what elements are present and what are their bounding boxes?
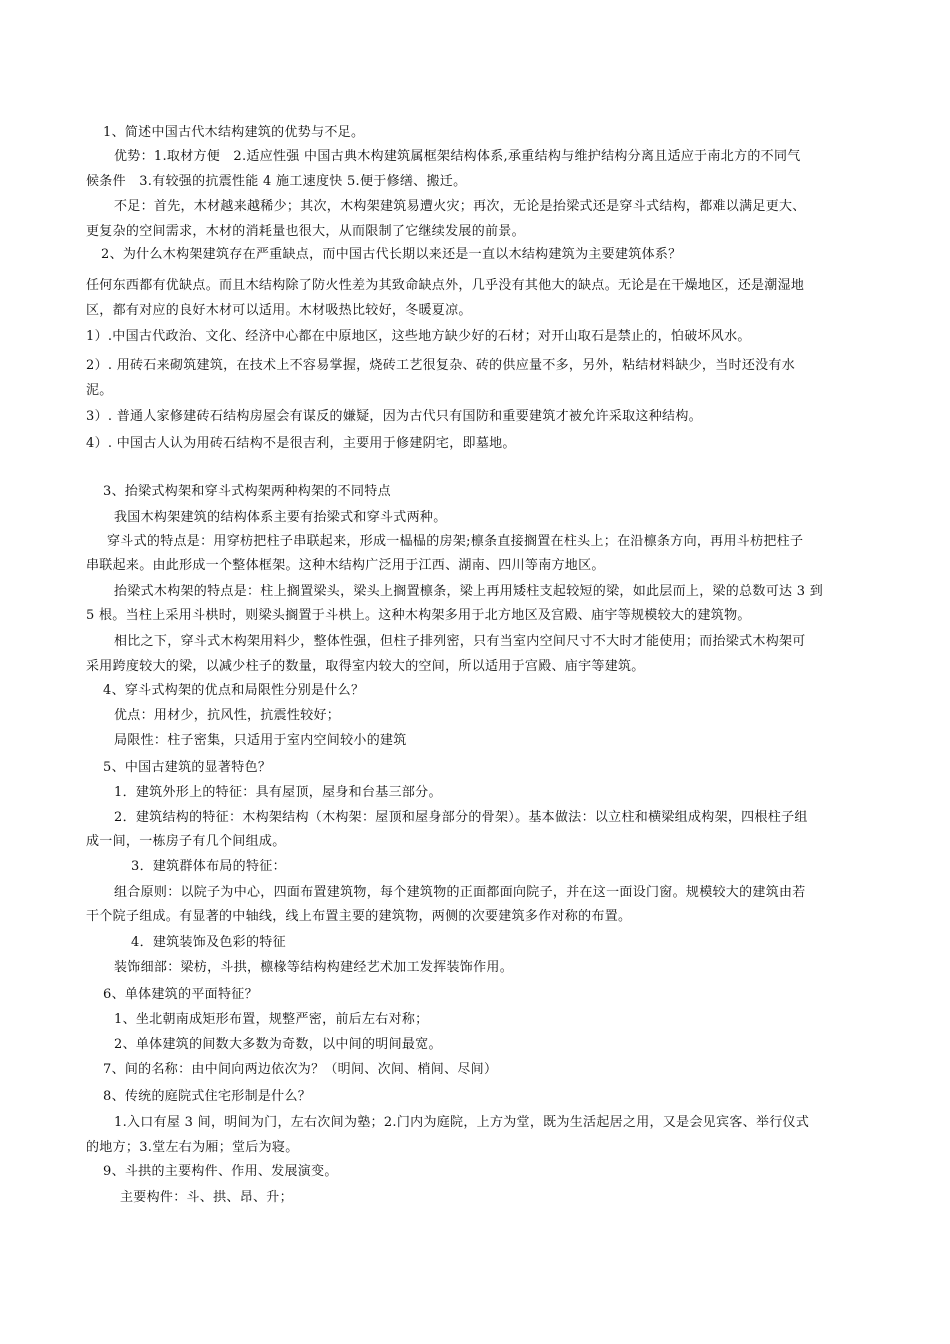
q1-disadvantages-line-2: 更复杂的空间需求，木材的消耗量也很大，从而限制了它继续发展的前景。: [86, 224, 525, 239]
q3-comparison-line-2: 采用跨度较大的梁，以减少柱子的数量，取得室内较大的空间，所以适用于宫殿、庙宇等建筑。: [86, 659, 645, 674]
q2-reason-1: 1）.中国古代政治、文化、经济中心都在中原地区，这些地方缺少好的石材；对开山取石是禁止的，怕破坏风水。: [86, 329, 751, 344]
q2-heading: 2、为什么木构架建筑存在严重缺点，而中国古代长期以来还是一直以木结构建筑为主要建筑体系？: [101, 247, 682, 262]
q1-advantages-line-2: 候条件 3.有较强的抗震性能 4 施工速度快 5.便于修缮、搬迁。: [86, 174, 467, 189]
q5-item-4-detail: 装饰细部：梁枋，斗拱，檩椽等结构构建经艺术加工发挥装饰作用。: [114, 960, 514, 975]
q5-item-3-detail-line-2: 干个院子组成。有显著的中轴线，线上布置主要的建筑物，两侧的次要建筑多作对称的布置。: [86, 909, 632, 924]
q3-tailiang-line-2: 5 根。当柱上采用斗栱时，则梁头搁置于斗栱上。这种木构架多用于北方地区及宫殿、庙宇等规模较大的建筑物。: [86, 608, 751, 623]
q3-tailiang-line-1: 抬梁式木构架的特点是：柱上搁置梁头，梁头上搁置檩条，梁上再用矮柱支起较短的梁，如此层而上，梁的总数可达 3 到: [114, 584, 824, 599]
q8-heading: 8、传统的庭院式住宅形制是什么？: [103, 1089, 312, 1104]
q4-heading: 4、穿斗式构架的优点和局限性分别是什么？: [103, 683, 365, 698]
q2-reason-3: 3）. 普通人家修建砖石结构房屋会有谋反的嫌疑，因为古代只有国防和重要建筑才被允许采取这种结构。: [86, 409, 702, 424]
q5-item-3-detail-line-1: 组合原则：以院子为中心，四面布置建筑物，每个建筑物的正面都面向院子，并在这一面设门窗。规模较大的建筑由若: [114, 885, 806, 900]
q4-limitations: 局限性：柱子密集，只适用于室内空间较小的建筑: [114, 733, 407, 748]
q3-intro: 我国木构架建筑的结构体系主要有抬梁式和穿斗式两种。: [114, 510, 447, 525]
q2-answer-line-2: 区，都有对应的良好木材可以适用。木材吸热比较好，冬暖夏凉。: [86, 303, 472, 318]
q6-heading: 6、单体建筑的平面特征？: [103, 987, 258, 1002]
q3-chuandou-line-1: 穿斗式的特点是：用穿枋把柱子串联起来，形成一榀榀的房架;檩条直接搁置在柱头上；在沿檩条方向，再用斗枋把柱子: [107, 534, 804, 549]
q5-item-2-line-1: 2．建筑结构的特征：木构架结构（木构架：屋顶和屋身部分的骨架）。基本做法：以立柱和横梁组成构架，四根柱子组: [114, 810, 808, 825]
q8-answer-line-2: 的地方；3.堂左右为厢；堂后为寝。: [86, 1140, 299, 1155]
q6-item-2: 2、单体建筑的间数大多数为奇数，以中间的明间最宽。: [114, 1037, 442, 1052]
q3-chuandou-line-2: 串联起来。由此形成一个整体框架。这种木结构广泛用于江西、湖南、四川等南方地区。: [86, 558, 605, 573]
q9-components: 主要构件：斗、拱、昂、升；: [120, 1190, 293, 1205]
q3-comparison-line-1: 相比之下，穿斗式木构架用料少，整体性强，但柱子排列密，只有当室内空间尺寸不大时才能使用；而抬梁式木构架可: [114, 634, 806, 649]
q7-heading: 7、间的名称：由中间向两边依次为？（明间、次间、梢间、尽间）: [103, 1062, 498, 1077]
q6-item-1: 1、坐北朝南成矩形布置，规整严密，前后左右对称；: [114, 1012, 429, 1027]
q1-heading: 1、简述中国古代木结构建筑的优势与不足。: [103, 125, 365, 140]
q1-advantages-line-1: 优势：1.取材方便 2.适应性强 中国古典木构建筑属框架结构体系,承重结构与维护结构分离且适应于南北方的不同气: [114, 149, 801, 164]
q3-heading: 3、抬梁式构架和穿斗式构架两种构架的不同特点: [103, 484, 391, 499]
q9-heading: 9、斗拱的主要构件、作用、发展演变。: [103, 1164, 338, 1179]
q8-answer-line-1: 1.入口有屋 3 间，明间为门，左右次间为塾；2.门内为庭院，上方为堂，既为生活起居之用，又是会见宾客、举行仪式: [114, 1115, 810, 1130]
q2-reason-2-line-1: 2）. 用砖石来砌筑建筑，在技术上不容易掌握，烧砖工艺很复杂、砖的供应量不多，另外，粘结材料缺少，当时还没有水: [86, 358, 796, 373]
q5-item-4: 4．建筑装饰及色彩的特征: [131, 935, 286, 950]
q5-heading: 5、中国古建筑的显著特色？: [103, 760, 272, 775]
q1-disadvantages-line-1: 不足：首先，木材越来越稀少；其次，木构架建筑易遭火灾；再次，无论是抬梁式还是穿斗式结构，都难以满足更大、: [114, 199, 806, 214]
q4-advantages: 优点：用材少，抗风性，抗震性较好；: [114, 708, 341, 723]
q2-reason-2-line-2: 泥。: [86, 383, 113, 398]
q5-item-1: 1．建筑外形上的特征：具有屋顶，屋身和台基三部分。: [114, 785, 442, 800]
q5-item-3: 3．建筑群体布局的特征：: [131, 859, 286, 874]
q2-reason-4: 4）. 中国古人认为用砖石结构不是很吉利，主要用于修建阴宅，即墓地。: [86, 436, 516, 451]
q2-answer-line-1: 任何东西都有优缺点。而且木结构除了防火性差为其致命缺点外，几乎没有其他大的缺点。无论是在干燥地区，还是潮湿地: [86, 278, 805, 293]
q5-item-2-line-2: 成一间，一栋房子有几个间组成。: [86, 834, 286, 849]
